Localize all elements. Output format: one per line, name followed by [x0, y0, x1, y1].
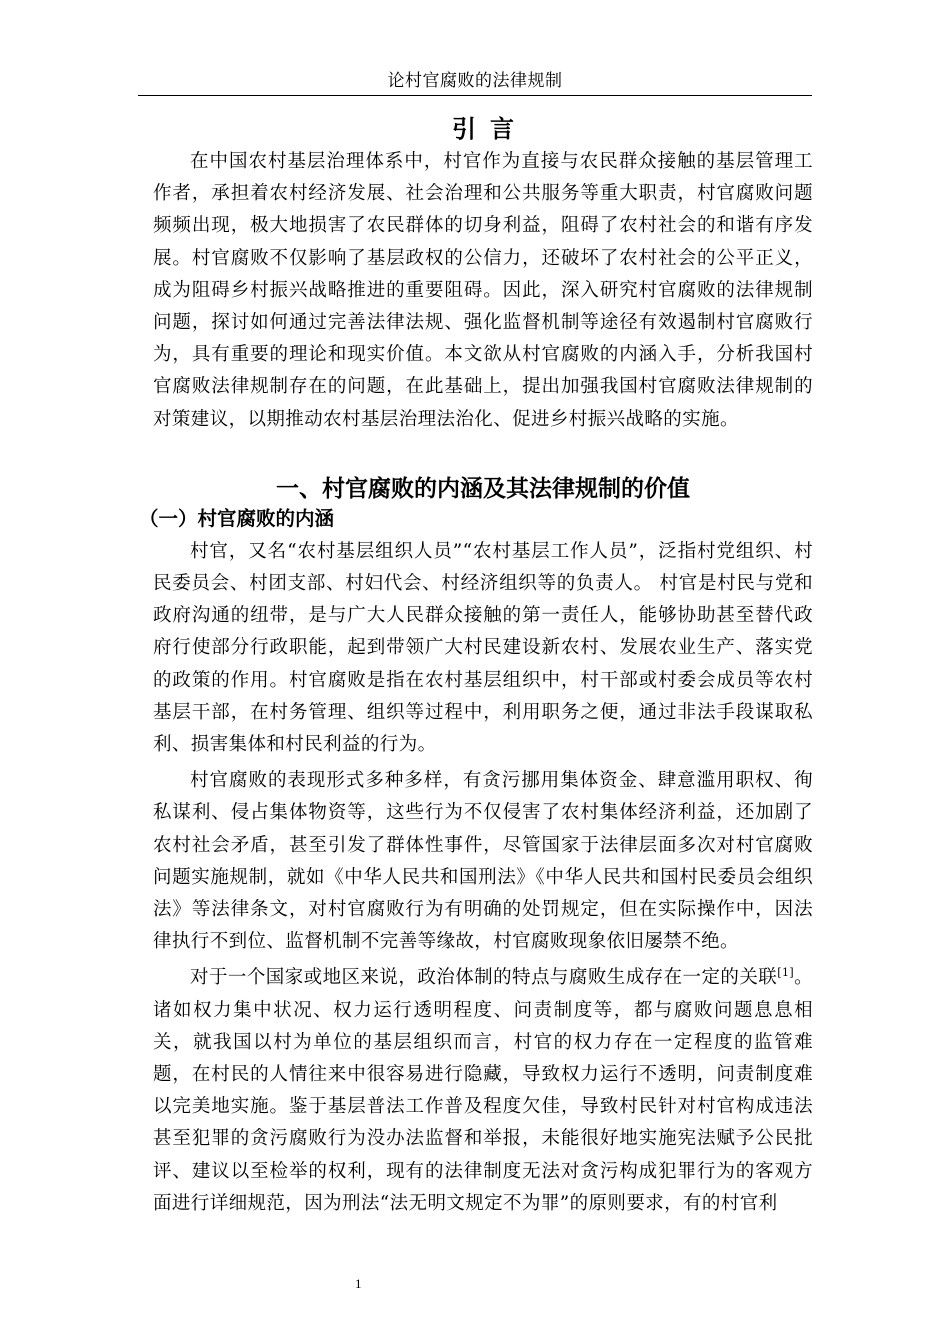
intro-title: 引言 [452, 115, 528, 143]
intro-paragraph: 在中国农村基层治理体系中，村官作为直接与农民群众接触的基层管理工作者，承担着农村经济发展、社会治理和公共服务等重大职责，村官腐败问题频频出现，极大地损害了农民群体的切身利益，阻碍了农村社会的和谐有序发展。村官腐败不仅影响了基层政权的公信力，还破坏了农村社会的公平正义，成为阻碍乡村振兴战略推进的重要阻碍。因此，深入研究村官腐败的法律规制问题，探讨如何通过完善法律法规、强化监督机制等途径有效遏制村官腐败行为，具有重要的理论和现实价值。本文欲从村官腐败的内涵入手，分析我国村官腐败法律规制存在的问题，在此基础上，提出加强我国村官腐败法律规制的对策建议，以期推动农村基层治理法治化、促进乡村振兴战略的实施。 [153, 151, 813, 430]
body-paragraph-3 [153, 962, 813, 1220]
citation-marker[interactable]: [1] [777, 966, 795, 980]
paragraph-3-text-end: 。诸如权力集中状况、权力运行透明程度、问责制度等，都与腐败问题息息相关，就我国以村为单位的基层组织而言，村官的权力存在一定程度的监管难题，在村民的人情往来中很容易进行隐藏，导致权力运行不透明，问责制度难以完美地实施。鉴于基层普法工作普及程度欠佳，导致村民针对村官构成违法甚至犯罪的贪污腐败行为没办法监督和举报，未能很好地实施宪法赋予公民批评、建议以至检举的权利，现有的法律制度无法对贪污构成犯罪行为的客观方面进行详细规范，因为刑法“法无明文规定不为罪”的原则要求，有的村官利 [153, 967, 813, 1214]
paragraph-3-text-start: 对于一个国家或地区来说，政治体制的特点与腐败生成存在一定的关联 [190, 967, 778, 989]
subsection-title: （一）村官腐败的内涵 [139, 506, 335, 530]
page-number: 1 [355, 1276, 362, 1291]
page-body [139, 112, 813, 1220]
chapter-title: 一、村官腐败的内涵及其法律规制的价值 [276, 475, 690, 502]
body-paragraph-2: 村官腐败的表现形式多种多样，有贪污挪用集体资金、肆意滥用职权、徇私谋利、侵占集体物资等，这些行为不仅侵害了农村集体经济利益，还加剧了农村社会矛盾，甚至引发了群体性事件，尽管国家于法律层面多次对村官腐败问题实施规制，就如《中华人民共和国刑法》《中华人民共和国村民委员会组织法》等法律条文，对村官腐败行为有明确的处罚规定，但在实际操作中，因法律执行不到位、监督机制不完善等缘故，村官腐败现象依旧屡禁不绝。 [153, 770, 813, 953]
running-header: 论村官腐败的法律规制 [387, 71, 563, 91]
body-paragraph-1: 村官，又名“农村基层组织人员”“农村基层工作人员”，泛指村党组织、村民委员会、村团支部、村妇代会、村经济组织等的负责人。 村官是村民与党和政府沟通的纽带，是与广大人民群众接触的第一责任人，能够协助甚至替代政府行使部分行政职能，起到带领广大村民建设新农村、发展农业生产、落实党的政策的作用。村官腐败是指在农村基层组织中，村干部或村委会成员等农村基层干部，在村务管理、组织等过程中，利用职务之便，通过非法手段谋取私利、损害集体和村民利益的行为。 [153, 540, 813, 756]
header-rule [138, 95, 812, 96]
